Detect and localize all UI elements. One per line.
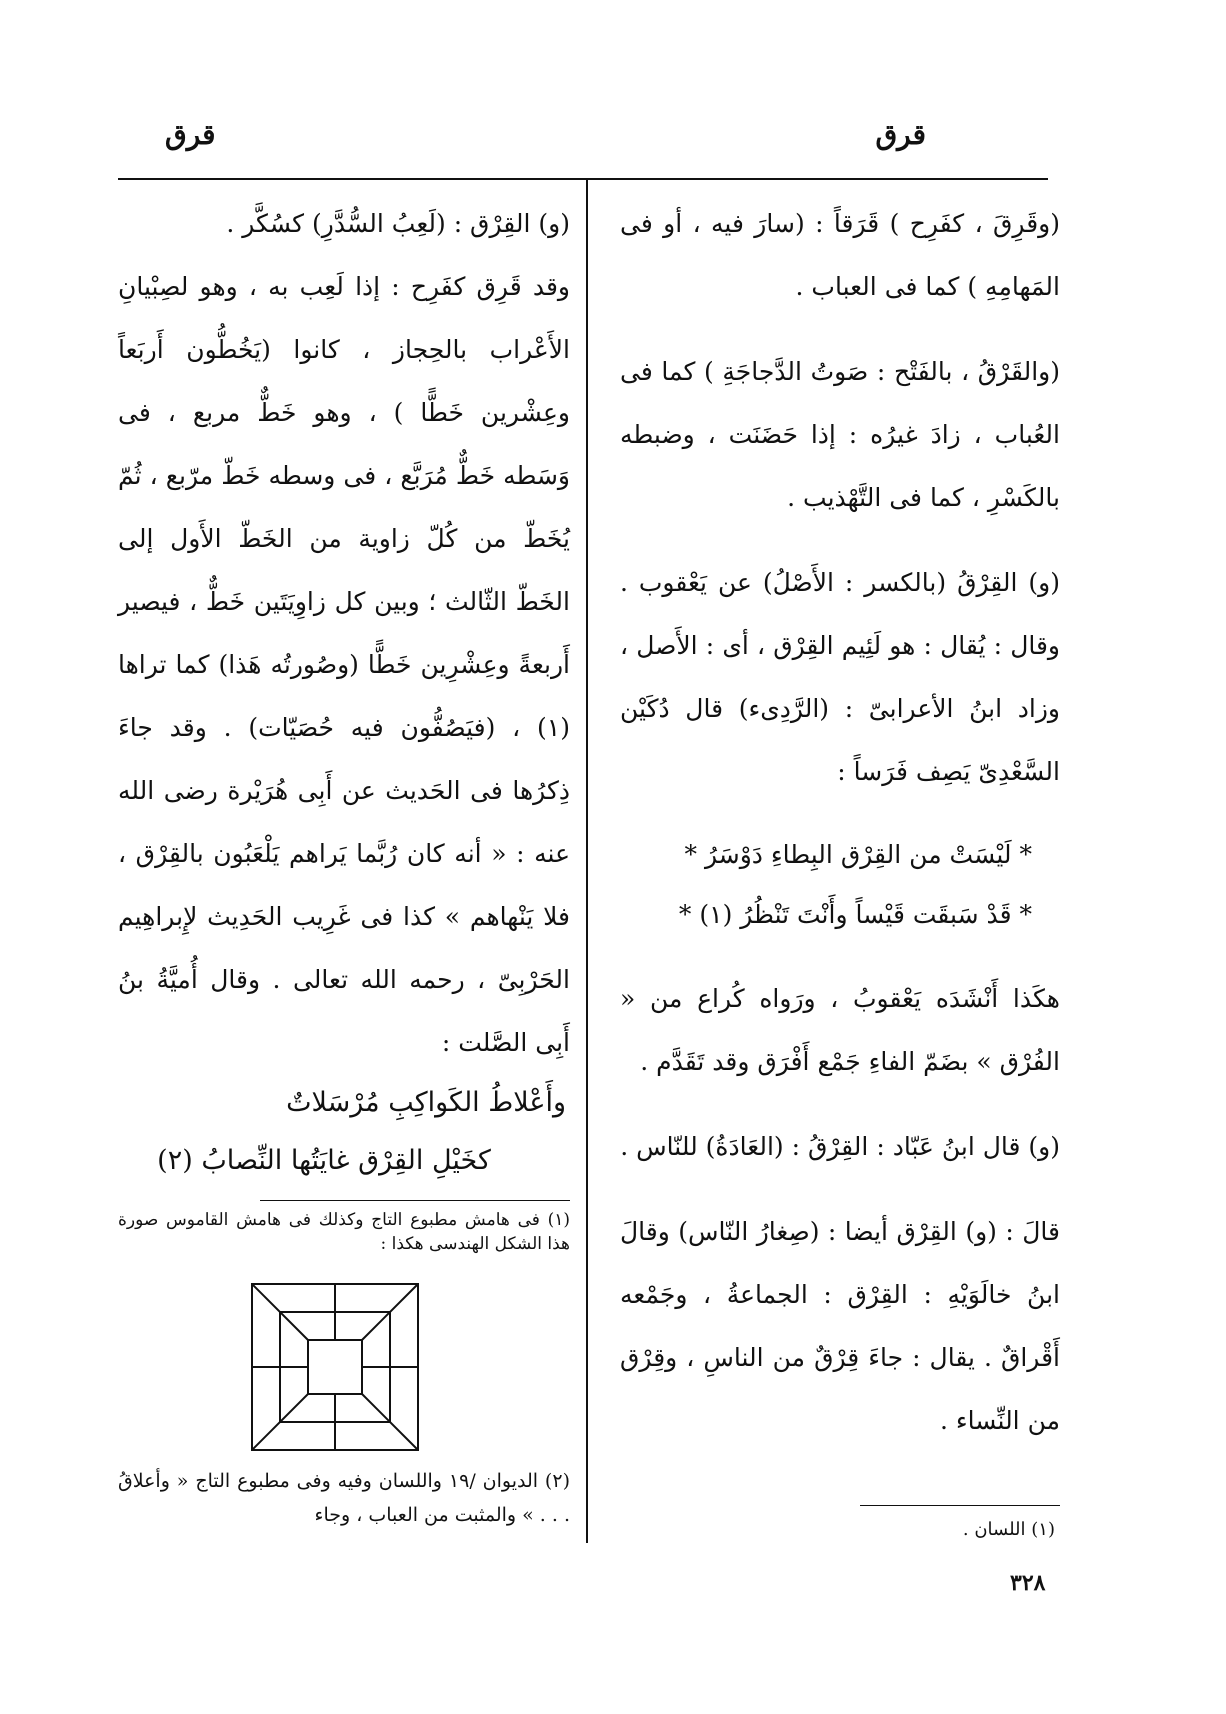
right-paragraph-2: (والقَرْقُ ، بالفَتْح : صَوتُ الدَّجاجَةِ ) كما فى العُباب ، زادَ غيرُه : إذا حَضَنَت ، وضبطه بالكَسْرِ ، كما فى التَّهْذيب . [620, 357, 1060, 512]
right-paragraph-6: قالَ : (و) القِرْق أيضا : (صِغارُ النّاس) وقالَ ابنُ خالَوَيْهِ : القِرْق : الجماعةُ ، وجَمْعه أَقْراقٌ . يقال : جاءَ قِرْقٌ من الناسِ ، وقِرْق من النِّساء . [620, 1217, 1060, 1435]
header-right-word: قرق [875, 118, 926, 151]
page-number: ٣٢٨ [1010, 1570, 1046, 1596]
verse-line-1: * لَيْسَتْ من القِرْق البِطاءِ دَوْسَرُ * [684, 840, 1032, 869]
footnote-rule-right [860, 1505, 1060, 1506]
verse-line-2: * قَدْ سَبقَت قَيْساً وأَنْتَ تَنْظُرُ (١) * [678, 900, 1032, 929]
column-divider [586, 178, 588, 1543]
header-rule [118, 178, 1048, 180]
right-paragraph-1: (وقَرِقَ ، كفَرِح ) قَرَقاً : (سارَ فيه ، أو فى المَهامِهِ ) كما فى العباب . [620, 209, 1060, 301]
footnote-left-1: (١) فى هامش مطبوع التاج وكذلك فى هامش القاموس صورة هذا الشكل الهندسى هكذا : [118, 1210, 570, 1254]
right-column [620, 192, 1060, 1452]
poem-line-1: وأَعْلاطُ الكَواكِبِ مُرْسَلاتٌ [286, 1087, 566, 1118]
poem-line-2: كخَيْلِ القِرْق غايَتُها النِّصابُ (٢) [157, 1145, 491, 1176]
footnote-left-2: (٢) الديوان /١٩ واللسان وفيه وفى مطبوع التاج « وأعلاقُ . . . » والمثبت من العباب ، وجاء [118, 1470, 570, 1526]
left-paragraph-2: وقد قَرِق كفَرِح : إذا لَعِب به ، وهو لصِبْيانِ الأَعْراب بالحِجاز ، كانوا (يَخُطُّون أَربَعاً وعِشْرين خَطًّا ) ، وهو خَطٌّ مربع ، فى وَسَطه خَطٌّ مُرَبَّع ، فى وسطه خَطّ مرّبع ، ثُمّ يُخَطّ من كُلّ زاوية من الخَطّ الأَول إلى الخَطّ الثّالث ؛ وبين كل زاوِيَتَين خَطٌّ ، فيصير أَربعةً وعِشْرِين خَطًّا (وصُورتُه هَذا) كما تراها (١) ، (فيَصُفُّون فيه حُصَيّات) . وقد جاءَ ذِكرُها فى الحَديث عن أَبِى هُرَيْرة رضى الله عنه : « أنه كان رُبَّما يَراهم يَلْعَبُون بالقِرْق ، فلا يَنْهاهم » كذا فى غَرِيب الحَدِيث لإِبراهِيم الحَرْبِىّ ، رحمه الله تعالى . وقال أُميَّةُ بنُ أَبِى الصَّلت : [118, 272, 570, 1057]
footnote-right-1: (١) اللسان . [962, 1519, 1055, 1540]
right-paragraph-4: هكَذا أَنْشَدَه يَعْقوبُ ، ورَواه كُراع من « الفُرْق » بضَمّ الفاءِ جَمْع أَفْرَق وقد تَقَدَّم . [620, 984, 1060, 1076]
left-paragraph-1: (و) القِرْق : (لَعِبُ السُّدَّرِ) كسُكَّر . [226, 209, 570, 238]
header-left-word: قرق [165, 118, 216, 151]
footnote-rule-left [260, 1200, 570, 1201]
game-board-diagram [250, 1282, 420, 1452]
right-paragraph-3: (و) القِرْقُ (بالكسر : الأَصْلُ) عن يَعْقوب . وقال : يُقال : هو لَئِيم القِرْق ، أى : الأَصل ، وزاد ابنُ الأعرابىّ : (الرَّدِىء) قال دُكَيْن السَّعْدِىّ يَصِف فَرَساً : [620, 568, 1060, 786]
inner-square [308, 1340, 362, 1394]
left-column [118, 192, 570, 1190]
verse-block [620, 825, 1060, 945]
poem-block [118, 1074, 570, 1190]
right-paragraph-5: (و) قال ابنُ عَبّاد : القِرْقُ : (العَادَةُ) للنّاس . [620, 1132, 1060, 1161]
